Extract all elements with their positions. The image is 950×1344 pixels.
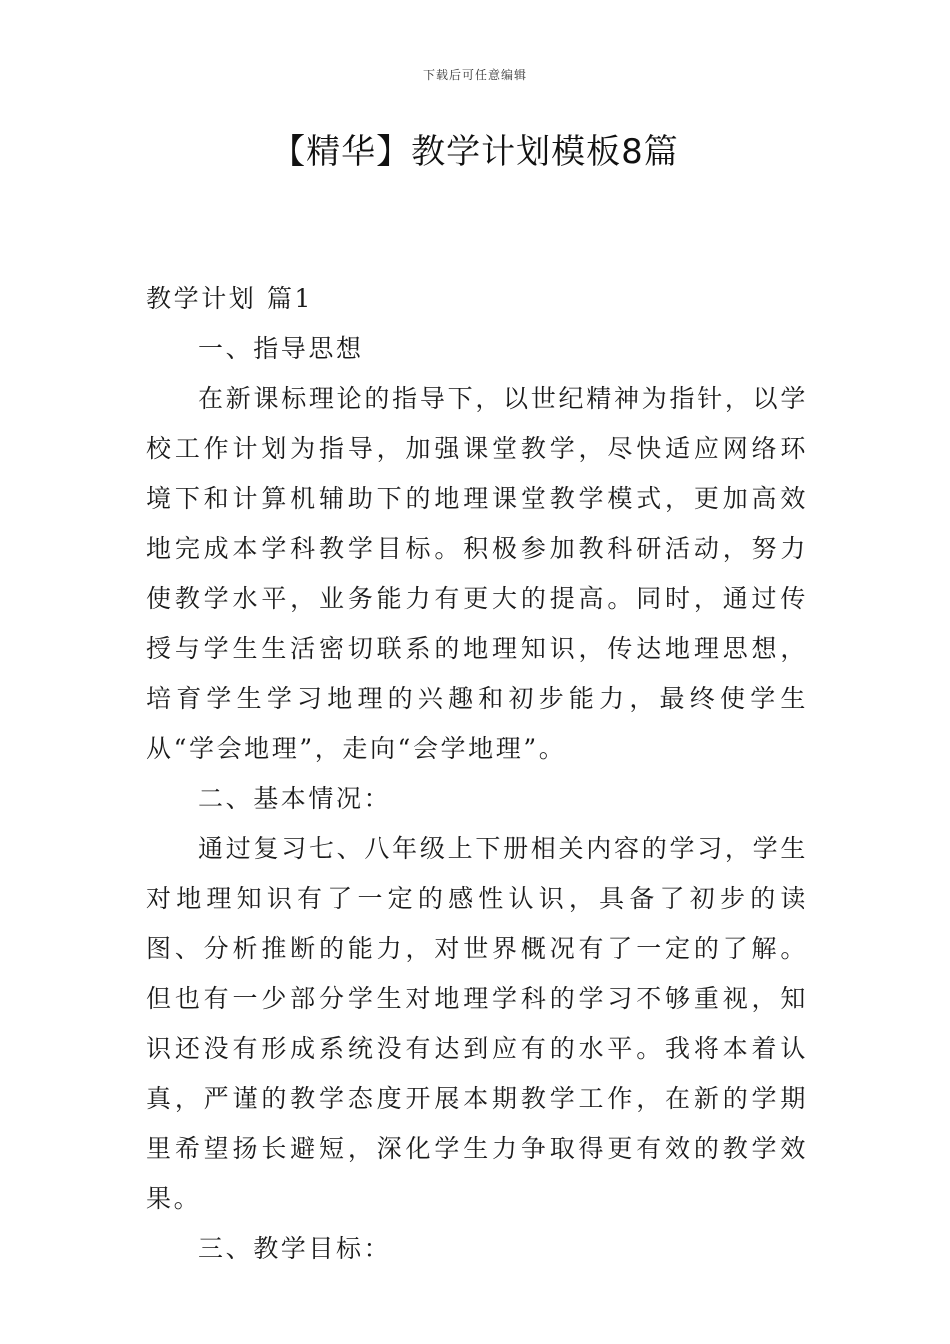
document-title: 【精华】教学计划模板8篇 bbox=[271, 132, 679, 172]
heading-teaching-goals: 三、教学目标： bbox=[198, 1234, 392, 1263]
paragraph-guiding-ideology: 在新课标理论的指导下，以世纪精神为指针，以学校工作计划为指导，加强课堂教学，尽快适应网络环境下和计算机辅助下的地理课堂教学模式，更加高效地完成本学科教学目标。积极参加教科研活动，努力使教学水平，业务能力有更大的提高。同时，通过传授与学生生活密切联系的地理知识，传达地理思想，培育学生学习地理的兴趣和初步能力，最终使学生从“学会地理”，走向“会学地理”。 bbox=[146, 384, 808, 763]
header-note: 下载后可任意编辑 bbox=[422, 68, 527, 82]
heading-guiding-ideology: 一、指导思想 bbox=[198, 334, 364, 363]
document-body bbox=[146, 274, 808, 1274]
section-title: 教学计划 篇1 bbox=[146, 284, 314, 313]
paragraph-basic-situation: 通过复习七、八年级上下册相关内容的学习，学生对地理知识有了一定的感性认识，具备了初步的读图、分析推断的能力，对世界概况有了一定的了解。但也有一少部分学生对地理学科的学习不够重视，知识还没有形成系统没有达到应有的水平。我将本着认真，严谨的教学态度开展本期教学工作，在新的学期里希望扬长避短，深化学生力争取得更有效的教学效果。 bbox=[146, 834, 808, 1213]
heading-basic-situation: 二、基本情况： bbox=[198, 784, 392, 813]
